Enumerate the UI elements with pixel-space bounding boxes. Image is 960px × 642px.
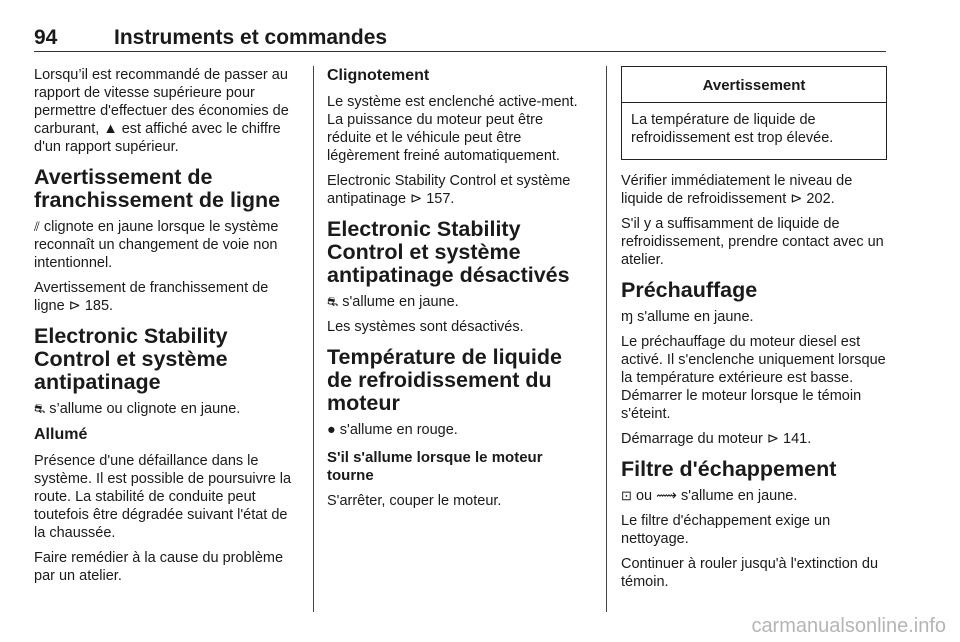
blink-paragraph-2: Electronic Stability Control et système antipatinage ⊳ 157. — [327, 173, 571, 207]
exhaust-filter-alt-icon: ⟿ — [656, 488, 677, 504]
lane-paragraph: ⫽ clignote en jaune lorsque le système reconnaît un changement de voie non intentionnel. — [34, 219, 279, 271]
watermark: carmanualsonline.info — [751, 615, 946, 637]
escoff-paragraph-2: Les systèmes sont désactivés. — [327, 319, 524, 335]
pre-paragraph-1: ɱ s'allume en jaune. — [621, 309, 754, 325]
warning-box — [621, 66, 887, 160]
heading-if-running: S'il s'allume lorsque le moteur tourne — [327, 449, 543, 484]
page-header — [34, 26, 886, 52]
heading-esc-off: Electronic Stability Control et système antipatinage désactivés — [327, 217, 570, 287]
filter-paragraph-1: ⊡ ou ⟿ s'allume en jaune. — [621, 488, 798, 504]
if-paragraph: S'arrêter, couper le moteur. — [327, 493, 502, 509]
esc-off-icon: ⛐ — [327, 294, 339, 309]
esc-paragraph: ⛐ s’allume ou clignote en jaune. — [34, 401, 241, 417]
column-divider — [313, 66, 314, 612]
filter-paragraph-3: Continuer à rouler jusqu'à l'extinction du témoin. — [621, 556, 879, 590]
contact-paragraph: S'il y a suffisamment de liquide de refroidissement, prendre contact avec un atelier. — [621, 216, 884, 268]
warning-title: Avertissement — [622, 67, 886, 103]
column-middle — [327, 66, 589, 517]
warning-body: La température de liquide de refroidissement est trop élevée. — [631, 112, 834, 146]
column-divider — [606, 66, 607, 612]
pre-paragraph-3: Démarrage du moteur ⊳ 141. — [621, 431, 812, 447]
filter-paragraph-2: Le filtre d'échappement exige un nettoyage. — [621, 513, 831, 547]
esc-icon: ⛐ — [34, 401, 46, 416]
temp-paragraph: ● s'allume en rouge. — [327, 422, 458, 438]
heading-coolant-temp: Température de liquide de refroidissement du moteur — [327, 345, 562, 415]
blink-paragraph-1: Le système est enclenché active-ment. La puissance du moteur peut être réduite et le véhicule peut être légèrement freiné automatiquement. — [327, 94, 578, 164]
column-right — [621, 66, 887, 598]
lane-reference: Avertissement de franchissement de ligne ⊳ 185. — [34, 280, 269, 314]
check-paragraph: Vérifier immédiatement le niveau de liquide de refroidissement ⊳ 202. — [621, 173, 853, 207]
heading-blinking: Clignotement — [327, 67, 430, 84]
heading-preheating: Préchauffage — [621, 278, 758, 302]
exhaust-filter-icon: ⊡ — [621, 488, 632, 503]
heading-esc: Electronic Stability Control et système antipatinage — [34, 324, 228, 394]
pre-paragraph-2: Le préchauffage du moteur diesel est activé. Il s'enclenche uniquement lorsque la température extérieure est basse. Démarrer le moteur lorsque le témoin s'éteint. — [621, 334, 886, 422]
heading-on: Allumé — [34, 426, 88, 443]
page-title: Instruments et commandes — [114, 26, 388, 49]
on-paragraph-2: Faire remédier à la cause du problème par un atelier. — [34, 550, 284, 584]
heading-lane-warning: Avertissement de franchissement de ligne — [34, 165, 281, 212]
glow-plug-icon: ɱ — [621, 309, 634, 325]
lane-departure-icon: ⫽ — [34, 219, 40, 234]
intro-paragraph: Lorsqu’il est recommandé de passer au rapport de vitesse supérieure pour permettre d'effectuer des économies de carburant, ▲ est affiché avec le chiffre d'un rapport supérieur. — [34, 67, 289, 155]
coolant-temp-icon: ● — [327, 422, 336, 438]
column-left — [34, 66, 302, 592]
on-paragraph-1: Présence d'une défaillance dans le système. Il est possible de poursuivre la route. La stabilité de conduite peut toutefois être dégradée suivant l'état de la chaussée. — [34, 453, 292, 541]
page-number: 94 — [34, 26, 58, 49]
header-rule — [34, 51, 886, 52]
heading-exhaust-filter: Filtre d'échappement — [621, 457, 837, 481]
escoff-paragraph-1: ⛐ s'allume en jaune. — [327, 294, 459, 310]
